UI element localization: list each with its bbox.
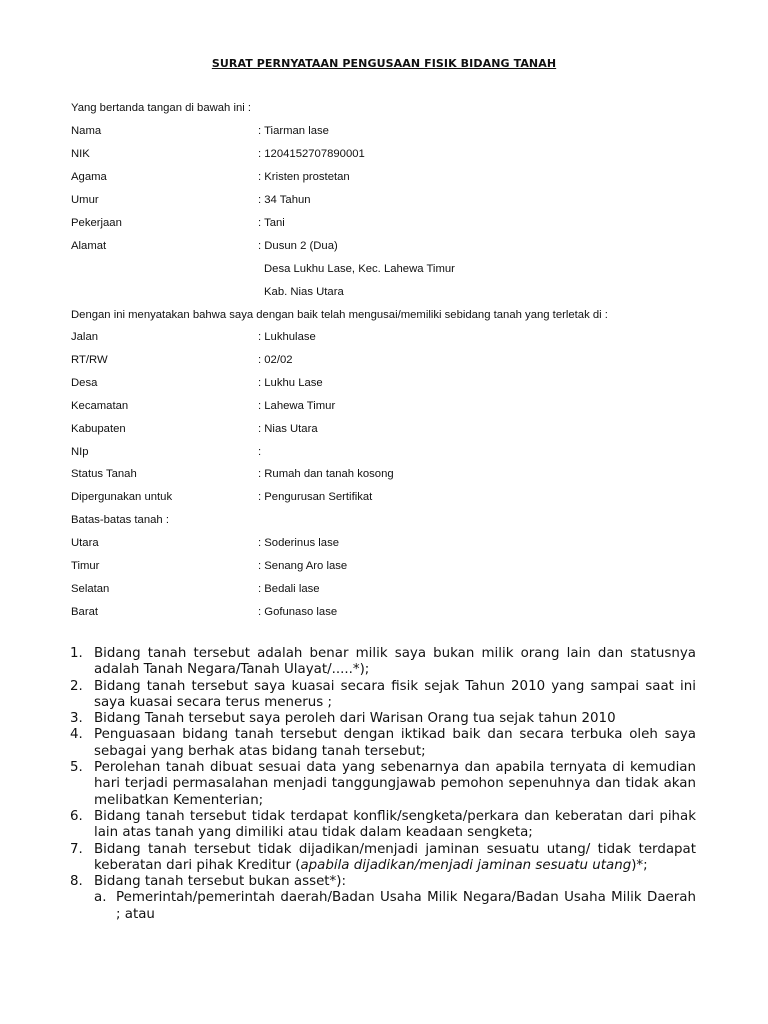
field-label: RT/RW (71, 354, 108, 366)
field-label: Dipergunakan untuk (71, 491, 173, 503)
statement-text: Bidang tanah tersebut tidak terdapat konflik/sengketa/perkara dan keberatan dari pihak lain atas tanah yang dimiliki atau tidak dalam keadaan sengketa; (94, 808, 696, 841)
statement-text: Bidang tanah tersebut bukan asset*): (94, 874, 346, 890)
field-value: : 1204152707890001 (258, 148, 365, 160)
field-label: Selatan (71, 583, 110, 595)
field-label: Pekerjaan (71, 217, 122, 229)
address-continuation: Desa Lukhu Lase, Kec. Lahewa Timur (264, 263, 455, 275)
field-value: : 02/02 (258, 354, 293, 366)
document-title: SURAT PERNYATAAN PENGUSAAN FISIK BIDANG TANAH (211, 57, 557, 70)
statement-item (70, 646, 696, 679)
field-value: : Senang Aro lase (258, 560, 348, 572)
field-label: Nama (71, 125, 102, 137)
field-value: : Lahewa Timur (258, 400, 336, 412)
statement-text: Penguasaan bidang tanah tersebut dengan iktikad baik dan secara terbuka oleh saya sebagai yang berhak atas bidang tanah tersebut; (94, 727, 696, 759)
statement-subitem (70, 890, 696, 923)
statement-number: 3. (70, 711, 83, 727)
statement-item (70, 711, 696, 727)
field-label: NIp (71, 446, 89, 458)
field-label: Timur (71, 560, 100, 572)
field-label: NIK (71, 148, 90, 160)
statement-list (70, 646, 696, 923)
statement-number: 1. (70, 646, 83, 661)
statement-text: Bidang Tanah tersebut saya peroleh dari Warisan Orang tua sejak tahun 2010 (94, 711, 616, 727)
field-label: Kabupaten (71, 423, 126, 435)
field-value: : Nias Utara (258, 423, 318, 435)
field-value: : Lukhulase (258, 331, 316, 343)
statement-item (70, 809, 696, 842)
boundaries-heading: Batas-batas tanah : (71, 514, 169, 526)
statement-text-end: )*; (631, 857, 648, 873)
field-label: Kecamatan (71, 400, 129, 412)
statement-text: Bidang tanah tersebut adalah benar milik saya bukan milik orang lain dan statusnya adalah Tanah Negara/Tanah Ulayat/.....*); (94, 646, 696, 678)
declaration-text: Dengan ini menyatakan bahwa saya dengan baik telah mengusai/memiliki sebidang tanah yang terletak di : (71, 309, 608, 321)
statement-subitem-letter: a. (94, 890, 107, 906)
field-value: : Pengurusan Sertifikat (258, 491, 373, 503)
statement-item (70, 842, 696, 875)
field-label: Agama (71, 171, 107, 183)
statement-number: 2. (70, 678, 83, 694)
field-value: : Dusun 2 (Dua) (258, 240, 338, 252)
statement-number: 4. (70, 727, 83, 743)
field-value: : Tiarman lase (258, 125, 329, 137)
field-value: : Rumah dan tanah kosong (258, 468, 394, 480)
statement-number: 5. (70, 760, 83, 776)
field-label: Utara (71, 537, 99, 549)
address-continuation: Kab. Nias Utara (264, 286, 344, 298)
field-label: Status Tanah (71, 468, 137, 480)
intro-text: Yang bertanda tangan di bawah ini : (71, 102, 252, 114)
statement-text-italic: apabila dijadikan/menjadi jaminan sesuatu utang (300, 857, 632, 873)
field-label: Jalan (71, 331, 99, 343)
field-value: : (258, 446, 262, 458)
statement-text: Bidang tanah tersebut saya kuasai secara fisik sejak Tahun 2010 yang sampai saat ini saya kuasai secara terus menerus ; (94, 678, 696, 710)
field-label: Alamat (71, 240, 107, 252)
statement-text: Perolehan tanah dibuat sesuai data yang sebenarnya dan apabila ternyata di kemudian hari terjadi permasalahan menjadi tanggungjawab pemohon sepenuhnya dan tidak akan melibatkan Kementerian; (94, 760, 696, 808)
statement-item (70, 727, 696, 760)
field-value: : Kristen prostetan (258, 171, 350, 183)
statement-text: Bidang tanah tersebut tidak dijadikan/menjadi jaminan sesuatu utang/ tidak terdapat keberatan dari pihak Kreditur ( (94, 841, 696, 873)
field-value: : 34 Tahun (258, 194, 311, 206)
field-value: : Tani (258, 217, 285, 229)
field-label: Barat (71, 606, 99, 618)
statement-number: 8. (70, 874, 83, 890)
statement-text: Pemerintah/pemerintah daerah/Badan Usaha Milik Negara/Badan Usaha Milik Daerah ; atau (116, 890, 696, 922)
statement-item (70, 874, 696, 890)
statement-number: 6. (70, 808, 83, 824)
field-value: : Lukhu Lase (258, 377, 323, 389)
statement-item (70, 679, 696, 712)
statement-number: 7. (70, 841, 83, 857)
field-value: : Bedali lase (258, 583, 320, 595)
field-value: : Gofunaso lase (258, 606, 338, 618)
statement-item (70, 760, 696, 809)
field-label: Umur (71, 194, 99, 206)
field-label: Desa (71, 377, 98, 389)
field-value: : Soderinus lase (258, 537, 340, 549)
